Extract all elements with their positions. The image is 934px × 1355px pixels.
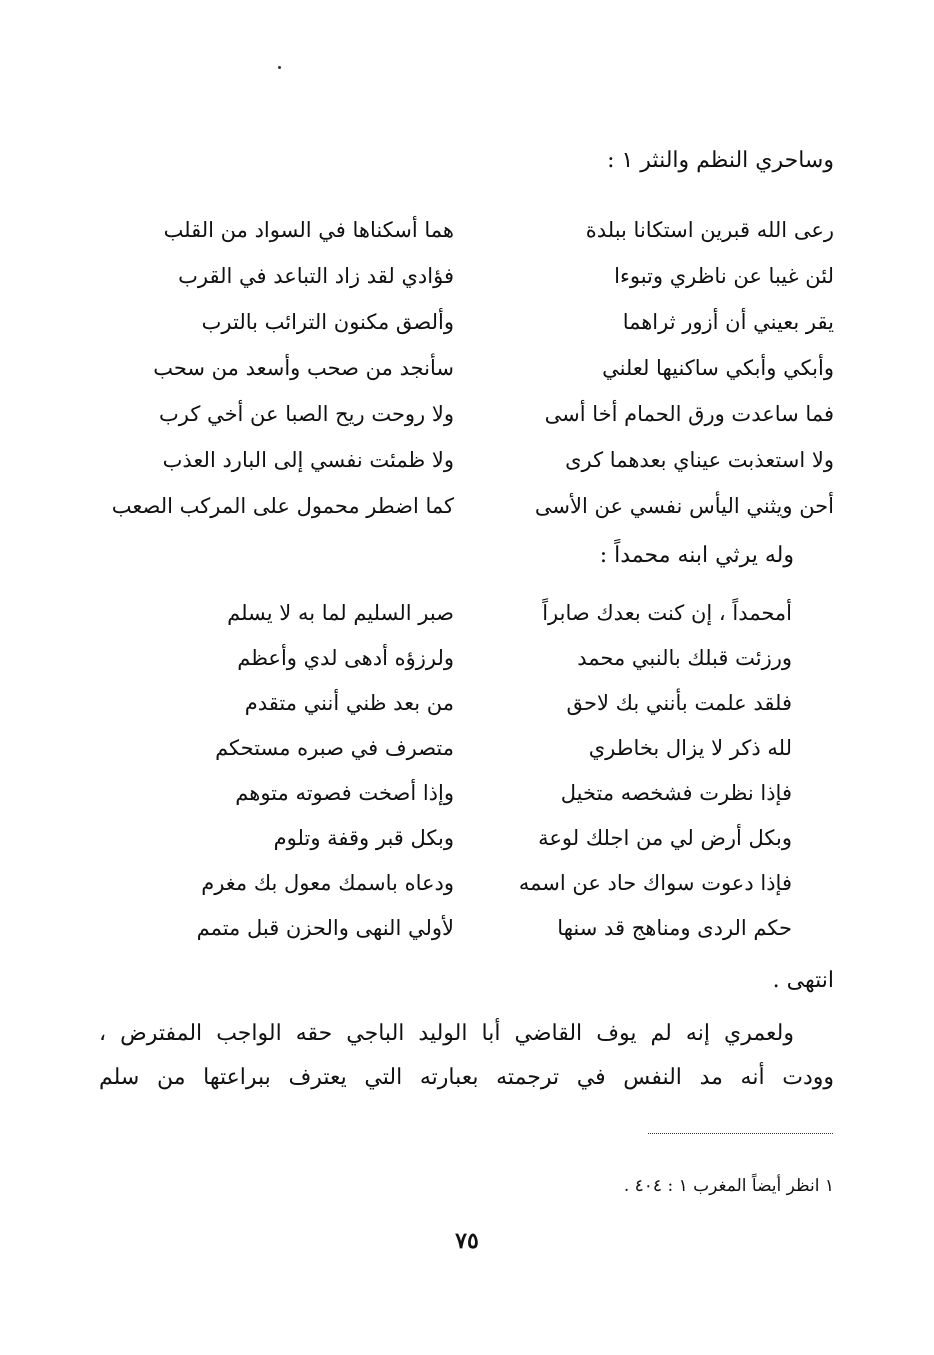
verse-left-hemistich: ولرزؤه أدهى لدي وأعظم (237, 646, 454, 670)
verse-row (0, 860, 934, 906)
verse-row (0, 437, 934, 483)
verse-left-hemistich: ولا روحت ريح الصبا عن أخي كرب (159, 402, 454, 426)
verse-row (0, 253, 934, 299)
verse-right-hemistich: رعى الله قبرين استكانا ببلدة (585, 218, 834, 242)
verse-right-hemistich: حكم الردى ومناهج قد سنها (557, 916, 792, 940)
footnote: ١ انظر أيضاً المغرب ١ : ٤٠٤ . (623, 1176, 834, 1196)
verse-right-hemistich: وأبكي وأبكي ساكنيها لعلني (602, 356, 834, 380)
verse-left-hemistich: ودعاه باسمك معول بك مغرم (201, 871, 454, 895)
prose-paragraph (99, 1012, 834, 1100)
verse-left-hemistich: فؤادي لقد زاد التباعد في القرب (178, 264, 454, 288)
elegy-intro: وله يرثي ابنه محمداً : (599, 543, 794, 568)
verse-left-hemistich: من بعد ظني أنني متقدم (244, 691, 454, 715)
verse-right-hemistich: فما ساعدت ورق الحمام أخا أسى (544, 402, 834, 426)
verse-right-hemistich: ولا استعذبت عيناي بعدهما كرى (565, 448, 834, 472)
verse-right-hemistich: أحن ويثني اليأس نفسي عن الأسى (534, 494, 834, 518)
verse-right-hemistich: ورزئت قبلك بالنبي محمد (577, 646, 792, 670)
verse-right-hemistich: وبكل أرض لي من اجلك لوعة (538, 826, 792, 850)
verse-row (0, 680, 934, 726)
intro-line: وساحري النظم والنثر ١ : (607, 148, 834, 173)
prose-line: وودت أنه مد النفس في ترجمته بعبارته التي يعترف ببراعتها من سلم (99, 1065, 834, 1090)
verse-row (0, 483, 934, 529)
verse-left-hemistich: هما أسكناها في السواد من القلب (163, 218, 454, 242)
verse-row (0, 345, 934, 391)
verse-right-hemistich: أمحمداً ، إن كنت بعدك صابراً (542, 601, 792, 625)
verse-row (0, 391, 934, 437)
ink-speck (278, 66, 281, 69)
verse-row (0, 725, 934, 771)
verse-right-hemistich: فإذا نظرت فشخصه متخيل (560, 781, 792, 805)
verse-left-hemistich: وألصق مكنون الترائب بالترب (201, 310, 454, 334)
verse-left-hemistich: وإذا أصخت فصوته متوهم (235, 781, 454, 805)
verse-row (0, 815, 934, 861)
verse-left-hemistich: كما اضطر محمول على المركب الصعب (111, 494, 454, 518)
verse-row (0, 299, 934, 345)
prose-line: ولعمري إنه لم يوف القاضي أبا الوليد الباجي حقه الواجب المفترض ، (99, 1021, 794, 1046)
verse-right-hemistich: لئن غيبا عن ناظري وتبوءا (614, 264, 834, 288)
end-note: انتهى . (772, 968, 834, 993)
verse-left-hemistich: متصرف في صبره مستحكم (215, 736, 454, 760)
page-number: ٧٥ (455, 1228, 479, 1254)
verse-row (0, 207, 934, 253)
verse-row (0, 905, 934, 951)
footnote-divider (648, 1133, 833, 1134)
verse-left-hemistich: لأولي النهى والحزن قبل متمم (196, 916, 454, 940)
verse-row (0, 590, 934, 636)
verse-left-hemistich: ولا ظمئت نفسي إلى البارد العذب (162, 448, 454, 472)
verse-left-hemistich: سأنجد من صحب وأسعد من سحب (153, 356, 454, 380)
verse-right-hemistich: فلقد علمت بأنني بك لاحق (566, 691, 792, 715)
verse-right-hemistich: فإذا دعوت سواك حاد عن اسمه (518, 871, 792, 895)
verse-left-hemistich: وبكل قبر وقفة وتلوم (273, 826, 454, 850)
verse-row (0, 635, 934, 681)
verse-right-hemistich: يقر بعيني أن أزور ثراهما (622, 310, 834, 334)
verse-left-hemistich: صبر السليم لما به لا يسلم (227, 601, 454, 625)
verse-right-hemistich: لله ذكر لا يزال بخاطري (588, 736, 792, 760)
verse-row (0, 770, 934, 816)
